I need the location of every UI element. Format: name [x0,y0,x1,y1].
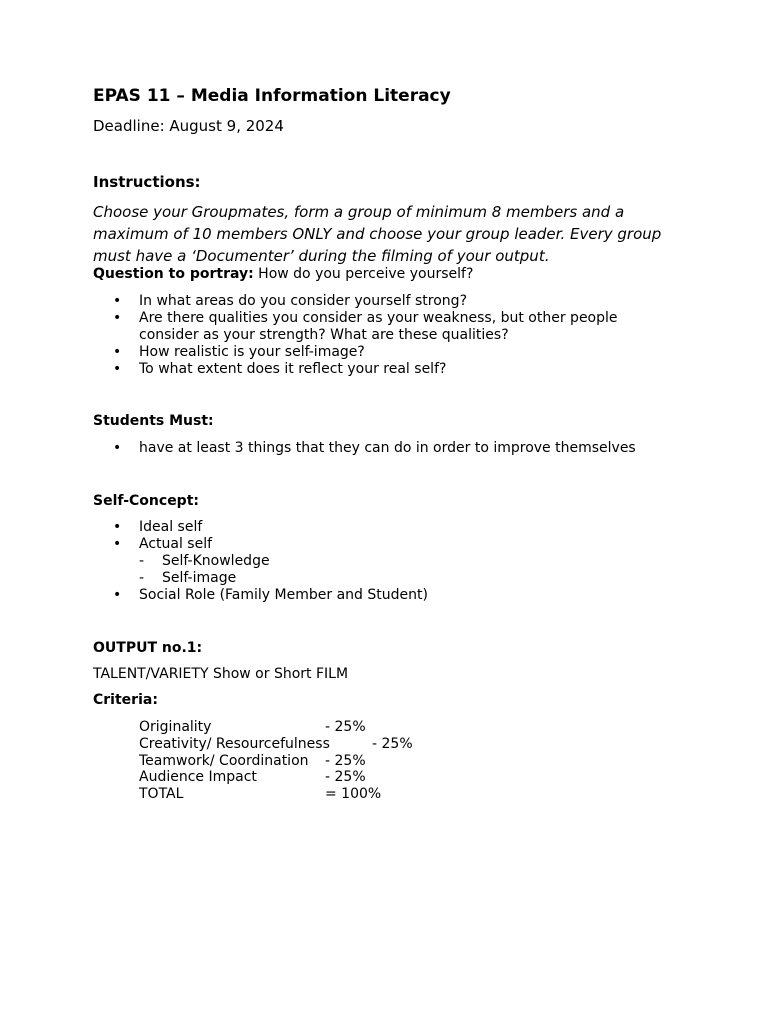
dash-icon: - [139,553,145,569]
list-item [93,361,653,378]
criteria-value: = 100% [325,786,382,802]
list-item-text: Ideal self [139,519,203,535]
list-item-text: Self-image [162,570,237,586]
criteria-label: Creativity/ Resourcefulness [139,736,330,752]
students-must-list [93,440,693,457]
list-item [93,440,693,457]
instructions-heading: Instructions: [93,173,201,191]
bullet-icon: • [113,440,122,456]
criteria-label: TOTAL [139,786,184,802]
criteria-row [139,786,382,802]
criteria-label: Teamwork/ Coordination [139,753,309,769]
list-item [93,344,653,361]
list-item-text: Are there qualities you consider as your weakness, but other people consider as your strength? What are these qualities? [139,310,618,343]
list-item [93,587,653,604]
bullet-icon: • [113,536,122,552]
list-item-text: Actual self [139,536,213,552]
bullet-icon: • [113,361,122,377]
sub-list-item [93,570,653,587]
self-concept-heading: Self-Concept: [93,493,199,509]
list-item-text: Self-Knowledge [162,553,270,569]
output-text: TALENT/VARIETY Show or Short FILM [93,666,349,682]
bullet-icon: • [113,310,122,326]
instructions-paragraph: Choose your Groupmates, form a group of minimum 8 members and a maximum of 10 members ONLY and choose your group leader. Every group must have a ‘Documenter’ during the filming of your output. [93,203,662,265]
list-item [93,310,653,344]
bullet-icon: • [113,344,122,360]
criteria-label: Originality [139,719,212,735]
dash-icon: - [139,570,145,586]
bullet-icon: • [113,519,122,535]
self-concept-list [93,519,653,604]
list-item-text: How realistic is your self-image? [139,344,365,360]
criteria-value: - 25% [325,719,366,735]
list-item-text: Social Role (Family Member and Student) [139,587,428,603]
question-line [93,266,473,282]
deadline-text: Deadline: August 9, 2024 [93,117,284,135]
criteria-row [139,719,366,735]
criteria-row [139,753,366,769]
list-item-text: have at least 3 things that they can do in order to improve themselves [139,440,636,456]
students-must-heading: Students Must: [93,413,214,429]
criteria-heading: Criteria: [93,692,158,708]
question-bullet-list [93,293,653,378]
list-item [93,536,653,553]
output-heading: OUTPUT no.1: [93,640,203,656]
question-label: Question to portray: [93,266,254,282]
criteria-label: Audience Impact [139,769,257,785]
question-text: How do you perceive yourself? [253,266,474,282]
bullet-icon: • [113,293,122,309]
sub-list-item [93,553,653,570]
criteria-value: - 25% [325,753,366,769]
criteria-value: - 25% [325,769,366,785]
list-item [93,293,653,310]
criteria-row [139,736,413,752]
bullet-icon: • [113,587,122,603]
list-item [93,519,653,536]
criteria-row [139,769,366,785]
document-title: EPAS 11 – Media Information Literacy [93,86,451,106]
criteria-value: - 25% [372,736,413,752]
list-item-text: In what areas do you consider yourself strong? [139,293,468,309]
list-item-text: To what extent does it reflect your real self? [139,361,447,377]
